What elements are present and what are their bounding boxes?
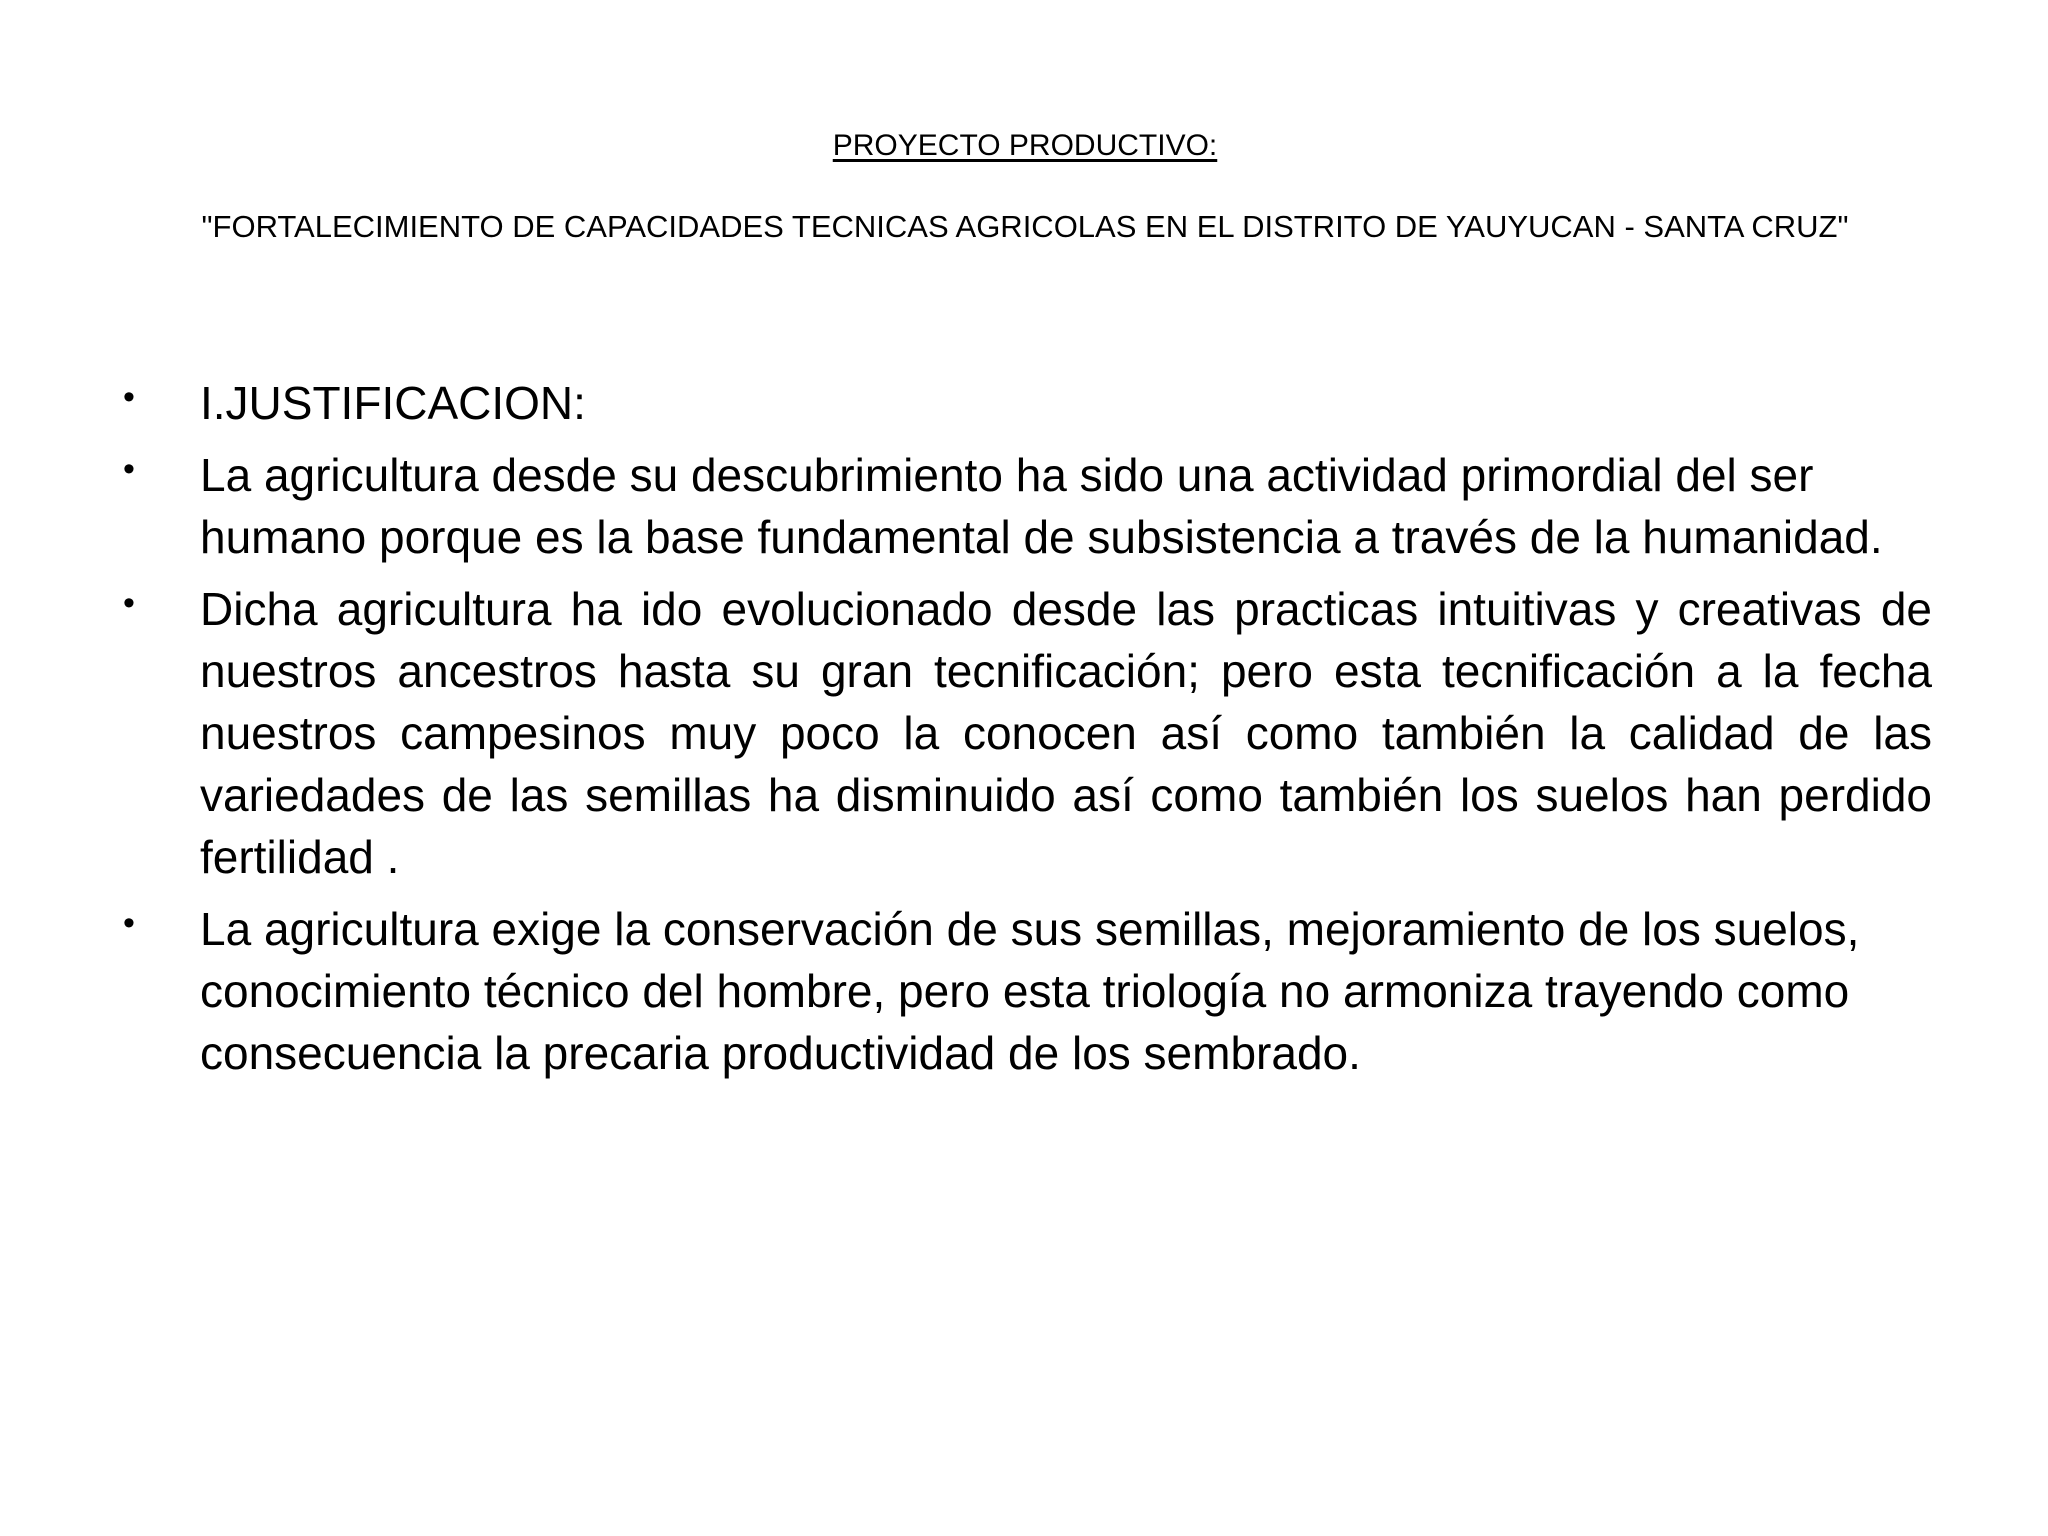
slide-header xyxy=(150,128,1900,246)
bullet-icon: • xyxy=(123,584,135,622)
bullet-icon: • xyxy=(123,904,135,942)
bullet-item-evolucion xyxy=(120,578,1932,888)
bullet-text: La agricultura desde su descubrimiento ha sido una actividad primordial del ser humano porque es la base fundamental de subsistencia a través de la humanidad. xyxy=(200,449,1883,563)
project-label: PROYECTO PRODUCTIVO: xyxy=(832,129,1218,162)
bullet-text: La agricultura exige la conservación de sus semillas, mejoramiento de los suelos, conocimiento técnico del hombre, pero esta triología no armoniza trayendo como consecuencia la precaria productividad de los sembrado. xyxy=(200,903,1860,1079)
bullet-icon: • xyxy=(123,450,135,488)
bullet-text: I.JUSTIFICACION: xyxy=(200,377,586,429)
bullet-list xyxy=(120,372,1932,1094)
bullet-item-agricultura xyxy=(120,444,1932,568)
project-title: "FORTALECIMIENTO DE CAPACIDADES TECNICAS AGRICOLAS EN EL DISTRITO DE YAUYUCAN - SANTA CRUZ" xyxy=(201,209,1849,244)
bullet-item-justificacion xyxy=(120,372,1932,434)
bullet-item-conservacion xyxy=(120,898,1932,1084)
bullet-text: Dicha agricultura ha ido evolucionado desde las practicas intuitivas y creativas de nuestros ancestros hasta su gran tecnificación; pero esta tecnificación a la fecha nuestros campesinos muy poco la conocen así como también la calidad de las variedades de las semillas ha disminuido así como también los suelos han perdido fertilidad . xyxy=(200,583,1932,883)
bullet-icon: • xyxy=(123,378,135,416)
